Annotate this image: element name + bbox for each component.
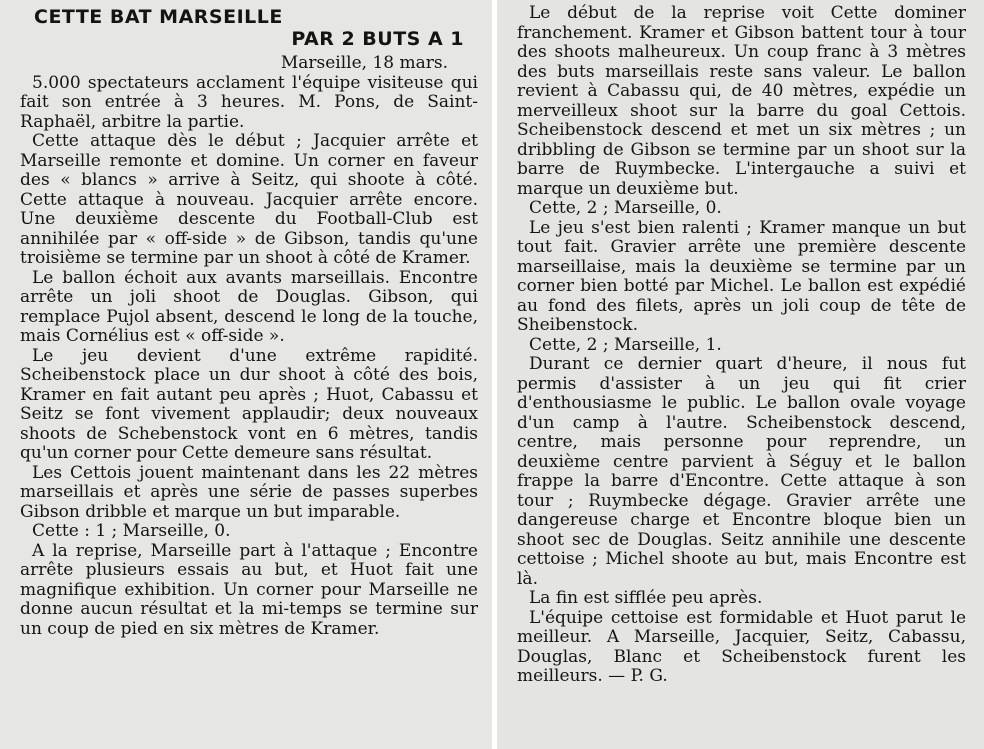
paragraph: Le ballon échoit aux avants marseillais. Encontre arrête un joli shoot de Douglas. Gibson, qui remplace Pujol absent, descend le long de la touche, mais Cornélius est « off-side ».	[20, 267, 478, 346]
paragraph: L'équipe cettoise est formidable et Huot parut le meilleur. A Marseille, Jacquier, Seitz, Cabassu, Douglas, Blanc et Scheibenstock furent les meilleurs. — P. G.	[517, 607, 966, 686]
dateline: Marseille, 18 mars.	[280, 53, 448, 73]
right-column	[497, 0, 984, 749]
paragraph: Le début de la reprise voit Cette dominer franchement. Kramer et Gibson battent tour à tour des shoots malheureux. Un coup franc à 3 mètres des buts marseillais reste sans valeur. Le ballon revient à Cabassu qui, de 40 mètres, expédie un merveilleux shoot sur la barre du goal Cettois. Scheibenstock descend et met un six mètres ; un dribbling de Gibson se termine par un shoot sur la barre de Ruymbecke. L'intergauche a suivi et marque un deuxième but.	[517, 3, 966, 199]
headline-line-2: PAR 2 BUTS A 1	[291, 28, 464, 50]
paragraph: Le jeu s'est bien ralenti ; Kramer manque un but tout fait. Gravier arrête une première descente marseillaise, mais la deuxième se termine par un corner bien botté par Michel. Le ballon est expédié au fond des filets, après un joli coup de tête de Sheibenstock.	[517, 217, 966, 335]
paragraph: A la reprise, Marseille part à l'attaque ; Encontre arrête plusieurs essais au but, et Huot fait une magnifique exhibition. Un corner pour Marseille ne donne aucun résultat et la mi-temps se termine sur un coup de pied en six mètres de Kramer.	[20, 540, 478, 639]
paragraph: La fin est sifflée peu après.	[529, 588, 763, 608]
paragraph: 5.000 spectateurs acclament l'équipe visiteuse qui fait son entrée à 3 heures. M. Pons, de Saint-Raphaël, arbitre la partie.	[20, 72, 478, 132]
paragraph: Cette attaque dès le début ; Jacquier arrête et Marseille remonte et domine. Un corner en faveur des « blancs » arrive à Seitz, qui shoote à côté. Cette attaque à nouveau. Jacquier arrête encore. Une deuxième descente du Football-Club est annihilée par « off-side » de Gibson, tandis qu'une troisième se termine par un shoot à côté de Kramer.	[20, 131, 478, 268]
paragraph: Le jeu devient d'une extrême rapidité. Scheibenstock place un dur shoot à côté des bois, Kramer en fait autant peu après ; Huot, Cabassu et Seitz se font vivement applaudir; deux nouveaux shoots de Schebenstock vont en 6 mètres, tandis qu'un corner pour Cette demeure sans résultat.	[20, 345, 478, 463]
headline-line-1: CETTE BAT MARSEILLE	[34, 6, 283, 28]
score-line: Cette, 2 ; Marseille, 1.	[529, 334, 722, 355]
score-line: Cette, 2 ; Marseille, 0.	[529, 198, 722, 218]
paragraph: Les Cettois jouent maintenant dans les 22 mètres marseillais et après une série de passes superbes Gibson dribble et marque un but imparable.	[20, 462, 478, 522]
score-line: Cette : 1 ; Marseille, 0.	[32, 521, 231, 541]
paragraph: Durant ce dernier quart d'heure, il nous fut permis d'assister à un jeu qui fit crier d'enthousiasme le public. Le ballon ovale voyage d'un camp à l'autre. Scheibenstock descend, centre, mais personne pour reprendre, un deuxième centre parvient à Séguy et le ballon frappe la barre d'Encontre. Cette attaque à son tour ; Ruymbecke dégage. Gravier arrête une dangereuse charge et Encontre bloque bien un shoot sec de Douglas. Seitz annihile une descente cettoise ; Michel shoote au but, mais Encontre est là.	[517, 354, 966, 589]
